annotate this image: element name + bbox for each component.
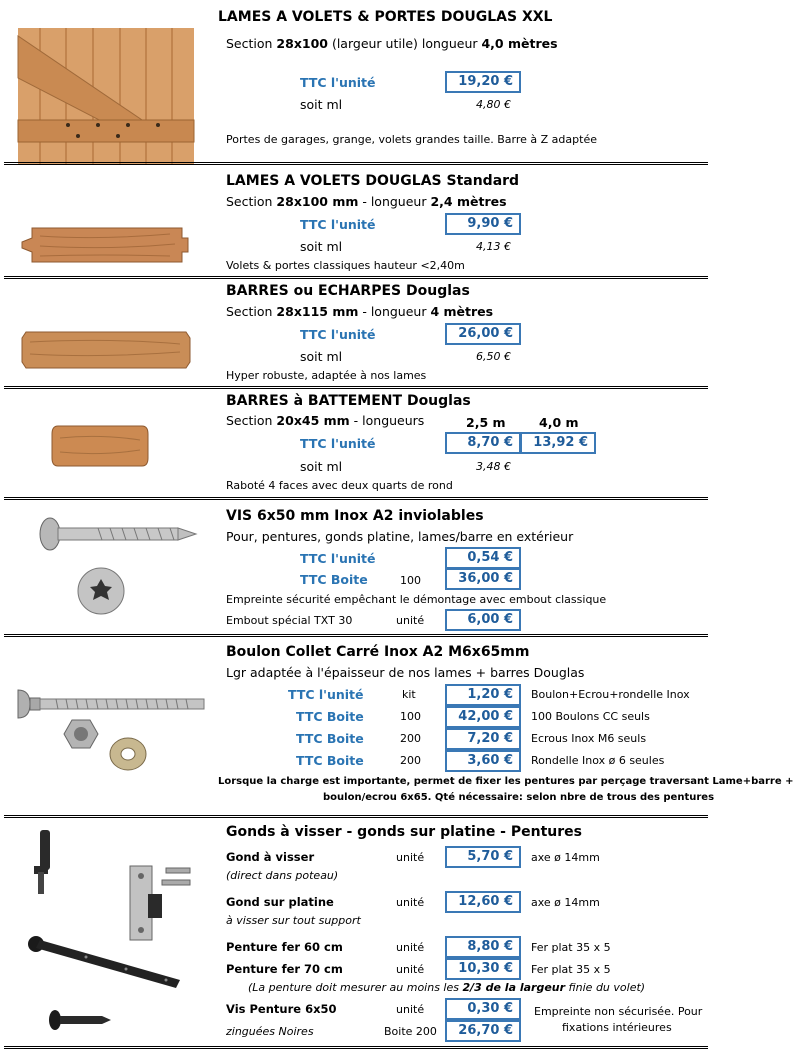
s4-unit-label: TTC l'unité (300, 436, 376, 451)
s7-penture-note: (La penture doit mesurer au moins les 2/3 de la largeur finie du volet) (248, 981, 646, 994)
s7-gond-note: axe ø 14mm (531, 851, 600, 864)
s6-row-qty: 100 (400, 710, 421, 723)
s7-vis-label: Vis Penture 6x50 (226, 1002, 337, 1016)
s7-platine-note: axe ø 14mm (531, 896, 600, 909)
screw-head-image (76, 566, 126, 616)
s7-platine-unit: unité (396, 896, 425, 909)
s6-row-qty: kit (402, 688, 416, 701)
s1-unit-label: TTC l'unité (300, 75, 376, 90)
s7-p60-unit: unité (396, 941, 425, 954)
s4-desc: Raboté 4 faces avec deux quarts de rond (226, 479, 453, 492)
bar-image (20, 330, 192, 370)
s6-row-label: TTC Boite (296, 731, 364, 746)
separator (4, 276, 708, 279)
s2-title: LAMES A VOLETS DOUGLAS Standard (226, 173, 520, 189)
s5-unit-label: TTC l'unité (300, 551, 376, 566)
washer-image (108, 736, 148, 772)
s3-desc: Hyper robuste, adaptée à nos lames (226, 369, 427, 382)
s6-row-note: 100 Boulons CC seuls (531, 710, 650, 723)
s2-section: Section 28x100 mm - longueur 2,4 mètres (226, 194, 507, 209)
s3-unit-price: 26,00 € (445, 323, 521, 345)
s6-row-price: 1,20 € (445, 684, 521, 706)
s6-row-note: Rondelle Inox ø 6 seules (531, 754, 665, 767)
s2-unit-price: 9,90 € (445, 213, 521, 235)
s5-title: VIS 6x50 mm Inox A2 inviolables (226, 508, 484, 524)
screw-hinge-pin-image (30, 828, 60, 896)
s7-vis-price: 0,30 € (445, 998, 521, 1020)
s7-platine-label: Gond sur platine (226, 895, 334, 909)
s6-row-qty: 200 (400, 732, 421, 745)
s6-row-label: TTC l'unité (288, 687, 364, 702)
s7-p60-label: Penture fer 60 cm (226, 940, 343, 954)
s4-title: BARRES à BATTEMENT Douglas (226, 393, 471, 409)
s7-platine-sub: à visser sur tout support (226, 914, 361, 927)
s5-embout: Embout spécial TXT 30 (226, 614, 353, 627)
s5-box-price: 36,00 € (445, 568, 521, 590)
s3-section: Section 28x115 mm - longueur 4 mètres (226, 304, 494, 319)
s4-section: Section 20x45 mm - longueurs (226, 413, 425, 428)
s7-p60-note: Fer plat 35 x 5 (531, 941, 611, 954)
s2-ml-label: soit ml (300, 239, 343, 254)
s6-row-label: TTC Boite (296, 709, 364, 724)
s2-ml-price: 4,13 € (476, 240, 511, 253)
strap-hinge-image (26, 934, 182, 990)
s6-note-line2: boulon/ecrou 6x65. Qté nécessaire: selon nbre de trous des pentures (323, 792, 715, 803)
s1-desc: Portes de garages, grange, volets grandes taille. Barre à Z adaptée (226, 133, 597, 146)
s4-ml-price: 3,48 € (476, 460, 511, 473)
s7-vis-box: Boite 200 (384, 1025, 437, 1038)
s7-vis-note2: fixations intérieures (562, 1021, 672, 1034)
s4-col-40: 4,0 m (539, 415, 579, 430)
plank-door-image (18, 28, 194, 164)
separator (4, 162, 708, 165)
separator (4, 1046, 708, 1049)
carriage-bolt-image (16, 686, 206, 722)
s6-row-label: TTC Boite (296, 753, 364, 768)
s7-vis-sub: zinguées Noires (226, 1025, 314, 1038)
s4-price-25: 8,70 € (445, 432, 521, 454)
s7-vis-note1: Empreinte non sécurisée. Pour (534, 1005, 703, 1018)
s6-row-note: Ecrous Inox M6 seuls (531, 732, 647, 745)
s7-gond-label: Gond à visser (226, 850, 315, 864)
s3-unit-label: TTC l'unité (300, 327, 376, 342)
batten-image (50, 424, 150, 468)
s5-embout-unit: unité (396, 614, 425, 627)
s5-embout-price: 6,00 € (445, 609, 521, 631)
plank-image (20, 226, 190, 266)
s7-vis-box-price: 26,70 € (445, 1020, 521, 1042)
s6-row-qty: 200 (400, 754, 421, 767)
separator (4, 634, 708, 637)
s7-p70-note: Fer plat 35 x 5 (531, 963, 611, 976)
s6-row-price: 42,00 € (445, 706, 521, 728)
s5-box-qty: 100 (400, 574, 421, 587)
s7-gond-unit: unité (396, 851, 425, 864)
s5-unit-price: 0,54 € (445, 547, 521, 569)
s1-ml-label: soit ml (300, 97, 343, 112)
black-screw-image (48, 1008, 112, 1032)
s5-box-label: TTC Boite (300, 572, 368, 587)
s5-subtitle: Pour, pentures, gonds platine, lames/barre en extérieur (226, 529, 574, 544)
s6-note-line1: Lorsque la charge est importante, permet de fixer les pentures par perçage traversant Lame+barre + (218, 776, 794, 787)
s1-ml-price: 4,80 € (476, 98, 511, 111)
s6-subtitle: Lgr adaptée à l'épaisseur de nos lames + barres Douglas (226, 665, 585, 680)
screw-image (38, 514, 198, 558)
s7-title: Gonds à visser - gonds sur platine - Pentures (226, 824, 582, 840)
s6-row-note: Boulon+Ecrou+rondelle Inox (531, 688, 690, 701)
s6-row-price: 7,20 € (445, 728, 521, 750)
s4-price-40: 13,92 € (520, 432, 596, 454)
s2-desc: Volets & portes classiques hauteur <2,40m (226, 259, 465, 272)
s7-p60-price: 8,80 € (445, 936, 521, 958)
s7-vis-unit: unité (396, 1003, 425, 1016)
s6-row-price: 3,60 € (445, 750, 521, 772)
s4-col-25: 2,5 m (466, 415, 506, 430)
s7-gond-price: 5,70 € (445, 846, 521, 868)
s6-title: Boulon Collet Carré Inox A2 M6x65mm (226, 644, 530, 660)
s7-p70-label: Penture fer 70 cm (226, 962, 343, 976)
s2-unit-label: TTC l'unité (300, 217, 376, 232)
s1-title: LAMES A VOLETS & PORTES DOUGLAS XXL (218, 9, 553, 25)
s7-p70-price: 10,30 € (445, 958, 521, 980)
plate-hinge-image (126, 860, 192, 944)
s5-desc: Empreinte sécurité empêchant le démontage avec embout classique (226, 593, 607, 606)
s4-ml-label: soit ml (300, 459, 343, 474)
s1-unit-price: 19,20 € (445, 71, 521, 93)
s3-title: BARRES ou ECHARPES Douglas (226, 283, 470, 299)
s7-gond-sub: (direct dans poteau) (226, 869, 339, 882)
s7-p70-unit: unité (396, 963, 425, 976)
s3-ml-price: 6,50 € (476, 350, 511, 363)
separator (4, 815, 708, 818)
nut-image (62, 718, 100, 750)
s7-platine-price: 12,60 € (445, 891, 521, 913)
s3-ml-label: soit ml (300, 349, 343, 364)
s1-section: Section 28x100 (largeur utile) longueur 4,0 mètres (226, 36, 558, 51)
separator (4, 497, 708, 500)
separator (4, 386, 708, 389)
